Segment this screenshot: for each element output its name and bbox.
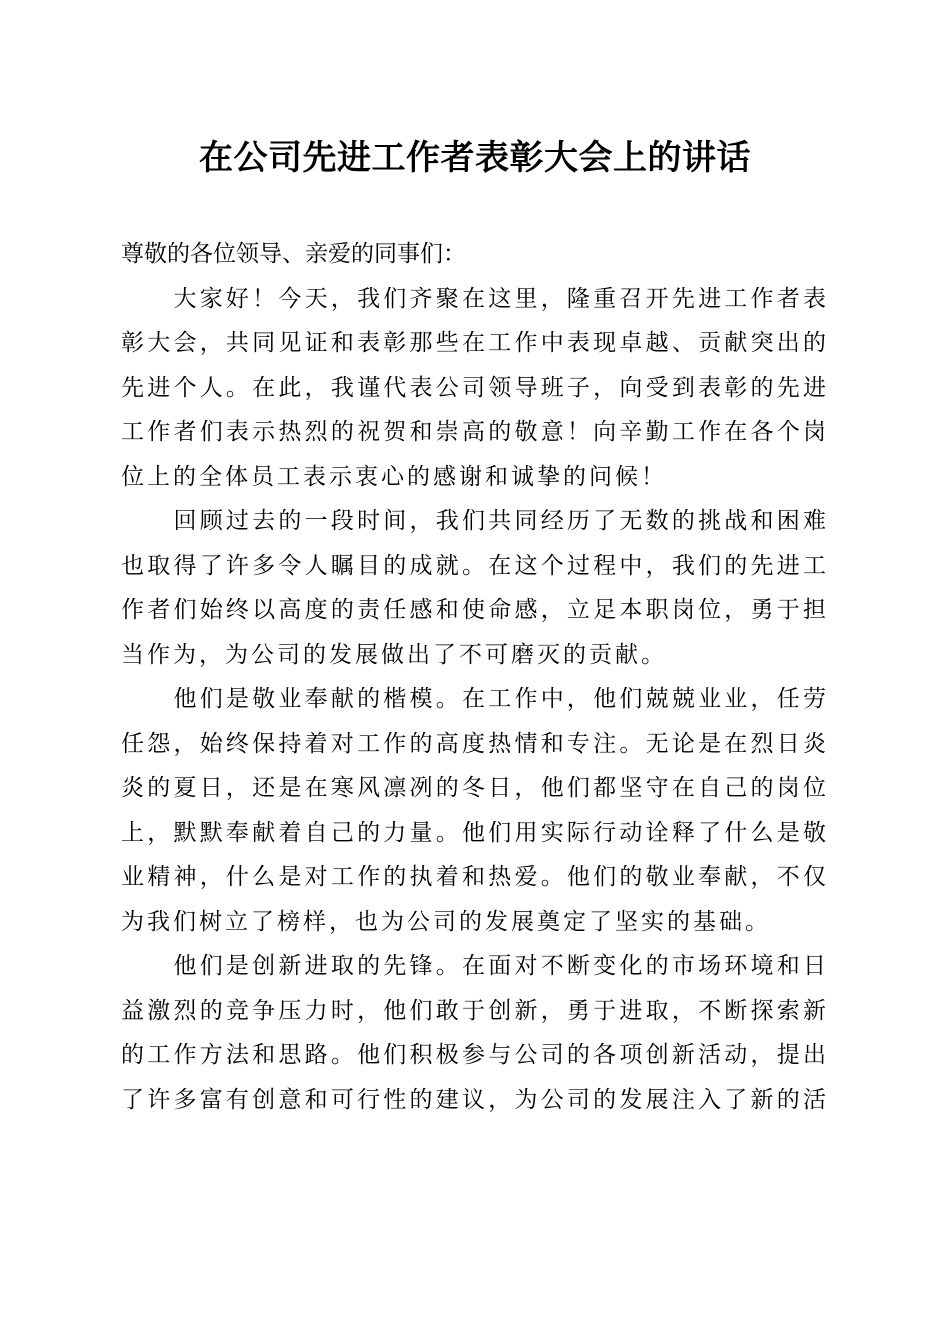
paragraph-3 [121, 677, 829, 944]
paragraph-line: 先进个人。在此，我谨代表公司领导班子，向受到表彰的先进 [121, 374, 829, 401]
paragraph-line: 益激烈的竞争压力时，他们敢于创新，勇于进取，不断探索新 [121, 997, 829, 1024]
document-title: 在公司先进工作者表彰大会上的讲话 [199, 138, 751, 178]
paragraph-4 [121, 944, 829, 1122]
paragraph-line: 工作者们表示热烈的祝贺和崇高的敬意！向辛勤工作在各个岗 [121, 419, 829, 445]
document-body [121, 232, 829, 1122]
paragraph-line: 作者们始终以高度的责任感和使命感，立足本职岗位，勇于担 [121, 597, 829, 623]
paragraph-line: 他们是敬业奉献的楷模。在工作中，他们兢兢业业，任劳 [121, 686, 829, 712]
paragraph-line: 位上的全体员工表示衷心的感谢和诚挚的问候！ [121, 463, 667, 490]
paragraph-line: 也取得了许多令人瞩目的成就。在这个过程中，我们的先进工 [121, 552, 829, 579]
paragraph-line: 上，默默奉献着自己的力量。他们用实际行动诠释了什么是敬 [121, 819, 829, 846]
paragraph-line: 任怨，始终保持着对工作的高度热情和专注。无论是在烈日炎 [121, 730, 829, 757]
paragraph-1 [121, 277, 829, 500]
paragraph-2 [121, 499, 829, 677]
paragraph-line: 为我们树立了榜样，也为公司的发展奠定了坚实的基础。 [121, 908, 771, 935]
paragraph-line: 当作为，为公司的发展做出了不可磨灭的贡献。 [121, 641, 667, 668]
paragraph-line: 的工作方法和思路。他们积极参与公司的各项创新活动，提出 [121, 1042, 829, 1068]
paragraph-line: 彰大会，共同见证和表彰那些在工作中表现卓越、贡献突出的 [121, 330, 829, 356]
paragraph-line: 回顾过去的一段时间，我们共同经历了无数的挑战和困难 [121, 508, 829, 534]
paragraph-line: 业精神，什么是对工作的执着和热爱。他们的敬业奉献，不仅 [121, 864, 829, 890]
paragraph-line: 大家好！今天，我们齐聚在这里，隆重召开先进工作者表 [121, 285, 829, 312]
paragraph-line: 他们是创新进取的先锋。在面对不断变化的市场环境和日 [121, 953, 829, 979]
paragraph-line: 炎的夏日，还是在寒风凛冽的冬日，他们都坚守在自己的岗位 [121, 775, 829, 801]
salutation: 尊敬的各位领导、亲爱的同事们： [121, 241, 466, 267]
paragraph-line: 了许多富有创意和可行性的建议，为公司的发展注入了新的活 [121, 1086, 829, 1113]
